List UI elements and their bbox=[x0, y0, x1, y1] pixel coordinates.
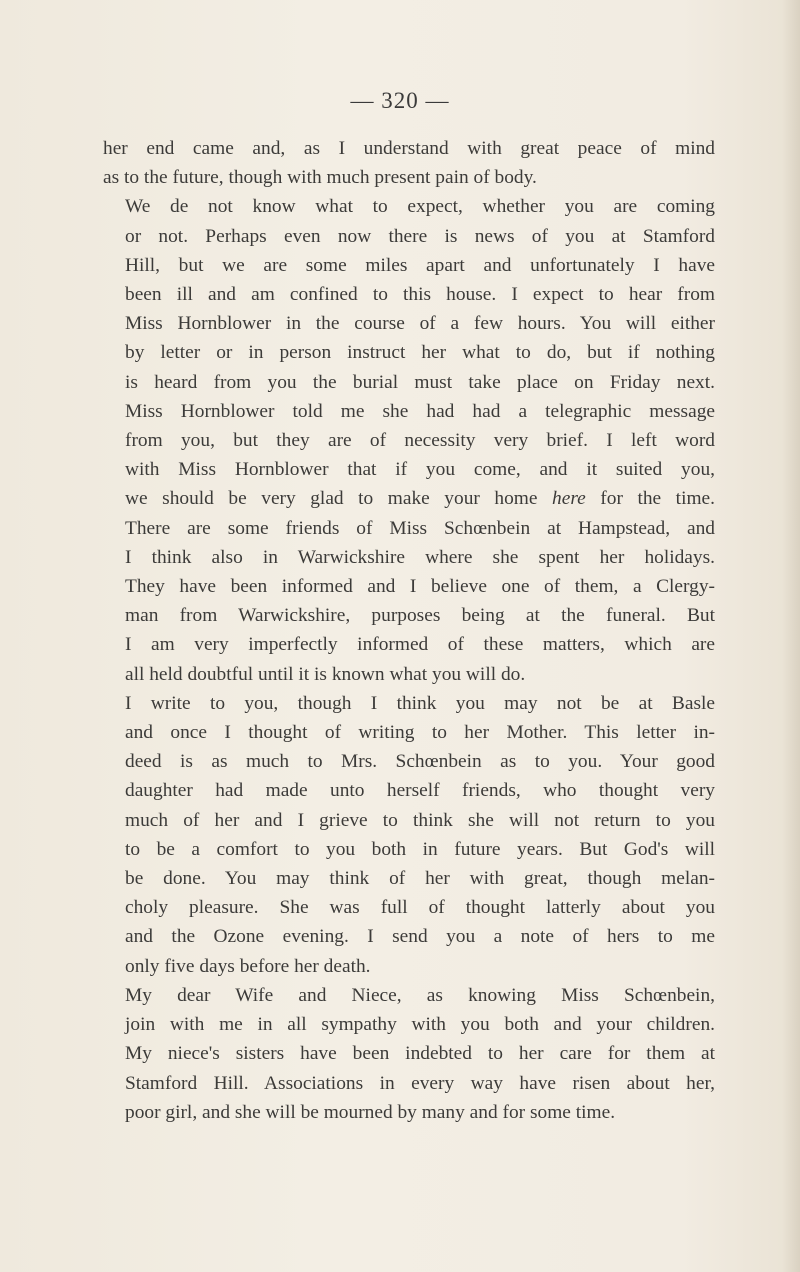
text-line: be done. You may think of her with great, though melan- bbox=[125, 868, 715, 890]
page-edge-shadow bbox=[782, 0, 800, 1272]
text-line: much of her and I grieve to think she will not return to you bbox=[125, 809, 715, 831]
text-line: I am very imperfectly informed of these matters, which are bbox=[125, 634, 715, 656]
body-text bbox=[103, 134, 715, 1127]
text-line: I think also in Warwickshire where she spent her holidays. bbox=[125, 546, 715, 568]
paragraph-2 bbox=[103, 192, 715, 688]
text-line: I write to you, though I think you may not be at Basle bbox=[125, 692, 715, 714]
text-line: Miss Hornblower in the course of a few hours. You will either bbox=[125, 313, 715, 335]
paragraph-4 bbox=[103, 981, 715, 1127]
text-line: They have been informed and I believe one of them, a Clergy- bbox=[125, 576, 715, 598]
paragraph-3 bbox=[103, 689, 715, 981]
text-line: Miss Hornblower told me she had had a telegraphic message bbox=[125, 400, 715, 422]
text-line: My niece's sisters have been indebted to her care for them at bbox=[125, 1043, 715, 1065]
text-line: and once I thought of writing to her Mother. This letter in- bbox=[125, 722, 715, 744]
text-line: with Miss Hornblower that if you come, and it suited you, bbox=[125, 459, 715, 481]
text-line: join with me in all sympathy with you both and your children. bbox=[125, 1014, 715, 1036]
text-line: from you, but they are of necessity very brief. I left word bbox=[125, 430, 715, 452]
text-line: by letter or in person instruct her what to do, but if nothing bbox=[125, 342, 715, 364]
text-line: or not. Perhaps even now there is news of you at Stamford bbox=[125, 225, 715, 247]
text-line: man from Warwickshire, purposes being at the funeral. But bbox=[125, 605, 715, 627]
text-line: choly pleasure. She was full of thought latterly about you bbox=[125, 897, 715, 919]
page-number: — 320 — bbox=[350, 88, 450, 113]
text-line: We de not know what to expect, whether you are coming bbox=[125, 196, 715, 218]
emphasis-here: here bbox=[552, 488, 586, 510]
text-line: we should be very glad to make your home here for the time. bbox=[125, 488, 715, 510]
text-line: her end came and, as I understand with great peace of mind bbox=[103, 138, 715, 159]
text-line: been ill and am confined to this house. I expect to hear from bbox=[125, 284, 715, 306]
text-line: and the Ozone evening. I send you a note of hers to me bbox=[125, 926, 715, 948]
text-line: only five days before her death. bbox=[125, 955, 371, 977]
text-line: Stamford Hill. Associations in every way have risen about her, bbox=[125, 1072, 715, 1094]
paragraph-1 bbox=[103, 134, 715, 192]
text-line: daughter had made unto herself friends, who thought very bbox=[125, 780, 715, 802]
text-line: Hill, but we are some miles apart and unfortunately I have bbox=[125, 254, 715, 276]
text-line: as to the future, though with much present pain of body. bbox=[103, 167, 537, 189]
text-line: There are some friends of Miss Schœnbein at Hampstead, and bbox=[125, 517, 715, 539]
text-line: poor girl, and she will be mourned by many and for some time. bbox=[125, 1101, 616, 1123]
text-line: all held doubtful until it is known what you will do. bbox=[125, 663, 526, 685]
text-line: My dear Wife and Niece, as knowing Miss Schœnbein, bbox=[125, 984, 715, 1006]
text-line: is heard from you the burial must take place on Friday next. bbox=[125, 371, 715, 393]
text-line: to be a comfort to you both in future years. But God's will bbox=[125, 838, 715, 860]
text-line: deed is as much to Mrs. Schœnbein as to you. Your good bbox=[125, 751, 715, 773]
